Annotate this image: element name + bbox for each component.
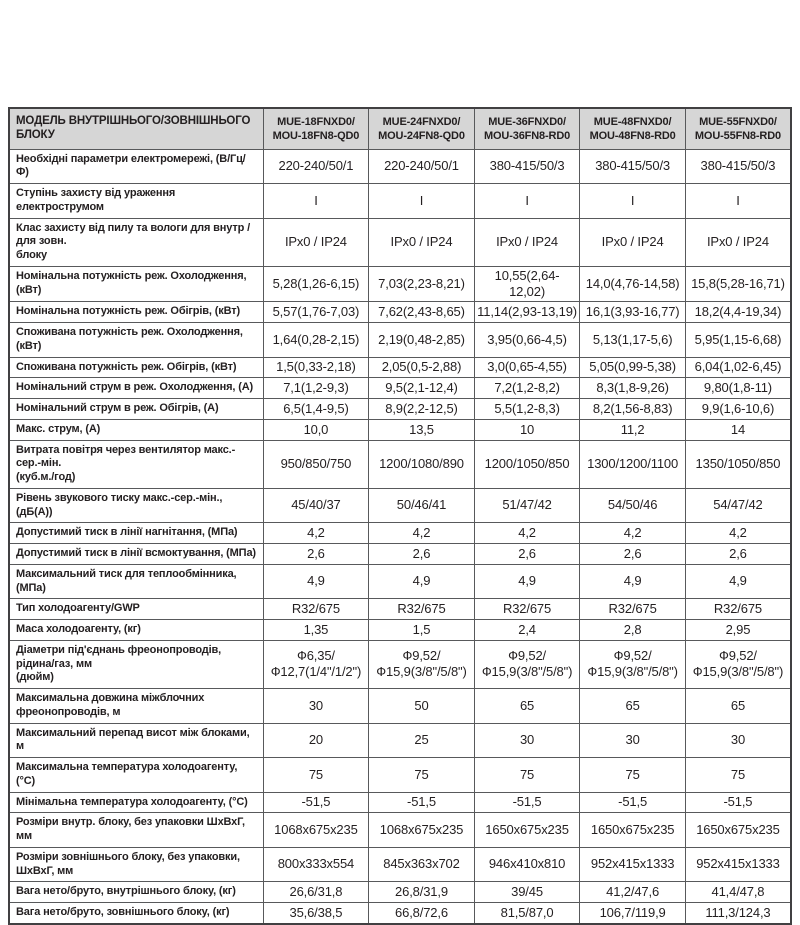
value-cell: Ф6,35/ Ф12,7(1/4"/1/2") <box>263 640 369 688</box>
value-cell: 1,5 <box>369 620 475 641</box>
table-row <box>9 399 791 420</box>
value-cell: 26,8/31,9 <box>369 882 475 903</box>
value-cell: 845x363x702 <box>369 847 475 882</box>
value-cell: 30 <box>263 689 369 724</box>
value-cell: 30 <box>474 723 580 758</box>
value-cell: 4,9 <box>369 564 475 599</box>
table-row <box>9 792 791 813</box>
value-cell: 54/47/42 <box>685 488 791 523</box>
row-label: Допустимий тиск в лінії нагнітання, (МПа) <box>9 523 263 544</box>
value-cell: 8,9(2,2-12,5) <box>369 399 475 420</box>
value-cell: 75 <box>685 758 791 793</box>
row-label: Мінімальна температура холодоагенту, (°С) <box>9 792 263 813</box>
table-row <box>9 378 791 399</box>
value-cell: 5,57(1,76-7,03) <box>263 302 369 323</box>
value-cell: Ф9,52/ Ф15,9(3/8"/5/8") <box>685 640 791 688</box>
value-cell: 75 <box>369 758 475 793</box>
row-label: Рівень звукового тиску макс.-сер.-мін., (дБ(А)) <box>9 488 263 523</box>
model-name-cell: MUE-24FNXD0/ MOU-24FN8-QD0 <box>369 108 475 149</box>
value-cell: 13,5 <box>369 419 475 440</box>
value-cell: 11,14(2,93-13,19) <box>474 302 580 323</box>
value-cell: 8,2(1,56-8,83) <box>580 399 686 420</box>
value-cell: 1068x675x235 <box>263 813 369 848</box>
value-cell: I <box>580 184 686 219</box>
model-header-label: МОДЕЛЬ ВНУТРІШНЬОГО/ЗОВНІШНЬОГО БЛОКУ <box>9 108 263 149</box>
value-cell: 54/50/46 <box>580 488 686 523</box>
table-row <box>9 599 791 620</box>
value-cell: 10,0 <box>263 419 369 440</box>
value-cell: 1,5(0,33-2,18) <box>263 357 369 378</box>
value-cell: 41,2/47,6 <box>580 882 686 903</box>
value-cell: 9,5(2,1-12,4) <box>369 378 475 399</box>
value-cell: 41,4/47,8 <box>685 882 791 903</box>
table-row <box>9 523 791 544</box>
table-row <box>9 723 791 758</box>
row-label: Тип холодоагенту/GWP <box>9 599 263 620</box>
value-cell: 30 <box>685 723 791 758</box>
table-row <box>9 882 791 903</box>
row-label: Споживана потужність реж. Охолодження, (кВт) <box>9 323 263 358</box>
table-row <box>9 218 791 266</box>
table-row <box>9 544 791 565</box>
value-cell: IPx0 / IP24 <box>580 218 686 266</box>
table-row <box>9 149 791 184</box>
value-cell: I <box>474 184 580 219</box>
value-cell: IPx0 / IP24 <box>474 218 580 266</box>
row-label: Максимальна температура холодоагенту, (°С) <box>9 758 263 793</box>
value-cell: 10 <box>474 419 580 440</box>
value-cell: 50 <box>369 689 475 724</box>
value-cell: -51,5 <box>474 792 580 813</box>
value-cell: 952x415x1333 <box>685 847 791 882</box>
value-cell: R32/675 <box>369 599 475 620</box>
value-cell: 7,2(1,2-8,2) <box>474 378 580 399</box>
table-row <box>9 488 791 523</box>
row-label: Допустимий тиск в лінії всмоктування, (МПа) <box>9 544 263 565</box>
model-name-cell: MUE-55FNXD0/ MOU-55FN8-RD0 <box>685 108 791 149</box>
table-row <box>9 266 791 302</box>
row-label: Максимальний перепад висот між блоками, м <box>9 723 263 758</box>
value-cell: 106,7/119,9 <box>580 903 686 924</box>
value-cell: 2,6 <box>580 544 686 565</box>
value-cell: 2,05(0,5-2,88) <box>369 357 475 378</box>
value-cell: 25 <box>369 723 475 758</box>
table-header-row <box>9 108 791 149</box>
value-cell: 14 <box>685 419 791 440</box>
value-cell: R32/675 <box>580 599 686 620</box>
value-cell: 7,1(1,2-9,3) <box>263 378 369 399</box>
value-cell: 380-415/50/3 <box>580 149 686 184</box>
value-cell: 2,19(0,48-2,85) <box>369 323 475 358</box>
row-label: Ступінь захисту від ураження електрострумом <box>9 184 263 219</box>
value-cell: 35,6/38,5 <box>263 903 369 924</box>
table-row <box>9 620 791 641</box>
value-cell: 1650x675x235 <box>685 813 791 848</box>
value-cell: R32/675 <box>474 599 580 620</box>
table-row <box>9 440 791 488</box>
value-cell: 75 <box>263 758 369 793</box>
value-cell: 4,9 <box>685 564 791 599</box>
value-cell: 5,13(1,17-5,6) <box>580 323 686 358</box>
value-cell: 20 <box>263 723 369 758</box>
value-cell: 4,2 <box>369 523 475 544</box>
value-cell: 4,2 <box>263 523 369 544</box>
value-cell: Ф9,52/ Ф15,9(3/8"/5/8") <box>580 640 686 688</box>
value-cell: 380-415/50/3 <box>685 149 791 184</box>
row-label: Максимальний тиск для теплообмінника, (МПа) <box>9 564 263 599</box>
value-cell: 50/46/41 <box>369 488 475 523</box>
value-cell: 65 <box>474 689 580 724</box>
value-cell: -51,5 <box>580 792 686 813</box>
value-cell: 4,2 <box>685 523 791 544</box>
value-cell: IPx0 / IP24 <box>369 218 475 266</box>
model-name-cell: MUE-18FNXD0/ MOU-18FN8-QD0 <box>263 108 369 149</box>
value-cell: 800x333x554 <box>263 847 369 882</box>
row-label: Номінальна потужність реж. Обігрів, (кВт) <box>9 302 263 323</box>
value-cell: 1650x675x235 <box>580 813 686 848</box>
row-label: Клас захисту від пилу та вологи для внутр / для зовн. блоку <box>9 218 263 266</box>
model-name-cell: MUE-36FNXD0/ MOU-36FN8-RD0 <box>474 108 580 149</box>
table-row <box>9 357 791 378</box>
row-label: Макс. струм, (А) <box>9 419 263 440</box>
table-row <box>9 758 791 793</box>
value-cell: 8,3(1,8-9,26) <box>580 378 686 399</box>
value-cell: 66,8/72,6 <box>369 903 475 924</box>
model-name-cell: MUE-48FNXD0/ MOU-48FN8-RD0 <box>580 108 686 149</box>
specification-table <box>8 107 792 925</box>
value-cell: 4,9 <box>263 564 369 599</box>
value-cell: 5,28(1,26-6,15) <box>263 266 369 302</box>
value-cell: 2,8 <box>580 620 686 641</box>
value-cell: 2,6 <box>369 544 475 565</box>
value-cell: 75 <box>474 758 580 793</box>
value-cell: 220-240/50/1 <box>369 149 475 184</box>
spec-table-body <box>9 149 791 924</box>
row-label: Вага нето/бруто, зовнішнього блоку, (кг) <box>9 903 263 924</box>
value-cell: 16,1(3,93-16,77) <box>580 302 686 323</box>
row-label: Споживана потужність реж. Обігрів, (кВт) <box>9 357 263 378</box>
value-cell: 3,95(0,66-4,5) <box>474 323 580 358</box>
value-cell: 15,8(5,28-16,71) <box>685 266 791 302</box>
value-cell: 6,04(1,02-6,45) <box>685 357 791 378</box>
value-cell: -51,5 <box>685 792 791 813</box>
table-row <box>9 564 791 599</box>
value-cell: 1,64(0,28-2,15) <box>263 323 369 358</box>
value-cell: -51,5 <box>263 792 369 813</box>
value-cell: 1350/1050/850 <box>685 440 791 488</box>
row-label: Необхідні параметри електромережі, (В/Гц/Ф) <box>9 149 263 184</box>
value-cell: Ф9,52/ Ф15,9(3/8"/5/8") <box>474 640 580 688</box>
value-cell: IPx0 / IP24 <box>685 218 791 266</box>
table-row <box>9 302 791 323</box>
value-cell: 1200/1050/850 <box>474 440 580 488</box>
value-cell: 1650x675x235 <box>474 813 580 848</box>
value-cell: 26,6/31,8 <box>263 882 369 903</box>
value-cell: 111,3/124,3 <box>685 903 791 924</box>
value-cell: 2,6 <box>474 544 580 565</box>
value-cell: -51,5 <box>369 792 475 813</box>
table-row <box>9 640 791 688</box>
value-cell: 81,5/87,0 <box>474 903 580 924</box>
value-cell: 220-240/50/1 <box>263 149 369 184</box>
row-label: Маса холодоагенту, (кг) <box>9 620 263 641</box>
value-cell: 45/40/37 <box>263 488 369 523</box>
value-cell: 4,9 <box>580 564 686 599</box>
row-label: Розміри внутр. блоку, без упаковки ШхВхГ, мм <box>9 813 263 848</box>
row-label: Розміри зовнішнього блоку, без упаковки, ШхВхГ, мм <box>9 847 263 882</box>
value-cell: 2,6 <box>685 544 791 565</box>
row-label: Номінальна потужність реж. Охолодження, (кВт) <box>9 266 263 302</box>
table-row <box>9 903 791 924</box>
value-cell: 9,80(1,8-11) <box>685 378 791 399</box>
value-cell: IPx0 / IP24 <box>263 218 369 266</box>
value-cell: 9,9(1,6-10,6) <box>685 399 791 420</box>
table-row <box>9 813 791 848</box>
table-row <box>9 847 791 882</box>
value-cell: 7,62(2,43-8,65) <box>369 302 475 323</box>
value-cell: 2,6 <box>263 544 369 565</box>
row-label: Вага нето/бруто, внутрішнього блоку, (кг) <box>9 882 263 903</box>
value-cell: 11,2 <box>580 419 686 440</box>
value-cell: 39/45 <box>474 882 580 903</box>
value-cell: I <box>369 184 475 219</box>
value-cell: 65 <box>685 689 791 724</box>
value-cell: 51/47/42 <box>474 488 580 523</box>
row-label: Номінальний струм в реж. Охолодження, (А) <box>9 378 263 399</box>
value-cell: I <box>685 184 791 219</box>
row-label: Номінальний струм в реж. Обігрів, (А) <box>9 399 263 420</box>
value-cell: Ф9,52/ Ф15,9(3/8"/5/8") <box>369 640 475 688</box>
value-cell: 75 <box>580 758 686 793</box>
value-cell: 2,95 <box>685 620 791 641</box>
value-cell: R32/675 <box>685 599 791 620</box>
value-cell: 10,55(2,64-12,02) <box>474 266 580 302</box>
value-cell: 1,35 <box>263 620 369 641</box>
value-cell: 18,2(4,4-19,34) <box>685 302 791 323</box>
value-cell: 3,0(0,65-4,55) <box>474 357 580 378</box>
value-cell: 946x410x810 <box>474 847 580 882</box>
value-cell: 6,5(1,4-9,5) <box>263 399 369 420</box>
table-row <box>9 689 791 724</box>
row-label: Максимальна довжина міжблочних фреонопроводів, м <box>9 689 263 724</box>
value-cell: 30 <box>580 723 686 758</box>
table-row <box>9 184 791 219</box>
value-cell: 4,2 <box>580 523 686 544</box>
value-cell: 2,4 <box>474 620 580 641</box>
row-label: Витрата повітря через вентилятор макс.-сер.-мін. (куб.м./год) <box>9 440 263 488</box>
value-cell: 5,05(0,99-5,38) <box>580 357 686 378</box>
value-cell: 950/850/750 <box>263 440 369 488</box>
value-cell: 5,95(1,15-6,68) <box>685 323 791 358</box>
value-cell: 65 <box>580 689 686 724</box>
table-row <box>9 419 791 440</box>
value-cell: 1068x675x235 <box>369 813 475 848</box>
row-label: Діаметри під'єднань фреонопроводів, рідина/газ, мм (дюйм) <box>9 640 263 688</box>
value-cell: I <box>263 184 369 219</box>
value-cell: 7,03(2,23-8,21) <box>369 266 475 302</box>
table-row <box>9 323 791 358</box>
value-cell: 5,5(1,2-8,3) <box>474 399 580 420</box>
value-cell: 14,0(4,76-14,58) <box>580 266 686 302</box>
value-cell: R32/675 <box>263 599 369 620</box>
value-cell: 1300/1200/1100 <box>580 440 686 488</box>
value-cell: 952x415x1333 <box>580 847 686 882</box>
value-cell: 380-415/50/3 <box>474 149 580 184</box>
value-cell: 4,9 <box>474 564 580 599</box>
value-cell: 1200/1080/890 <box>369 440 475 488</box>
value-cell: 4,2 <box>474 523 580 544</box>
